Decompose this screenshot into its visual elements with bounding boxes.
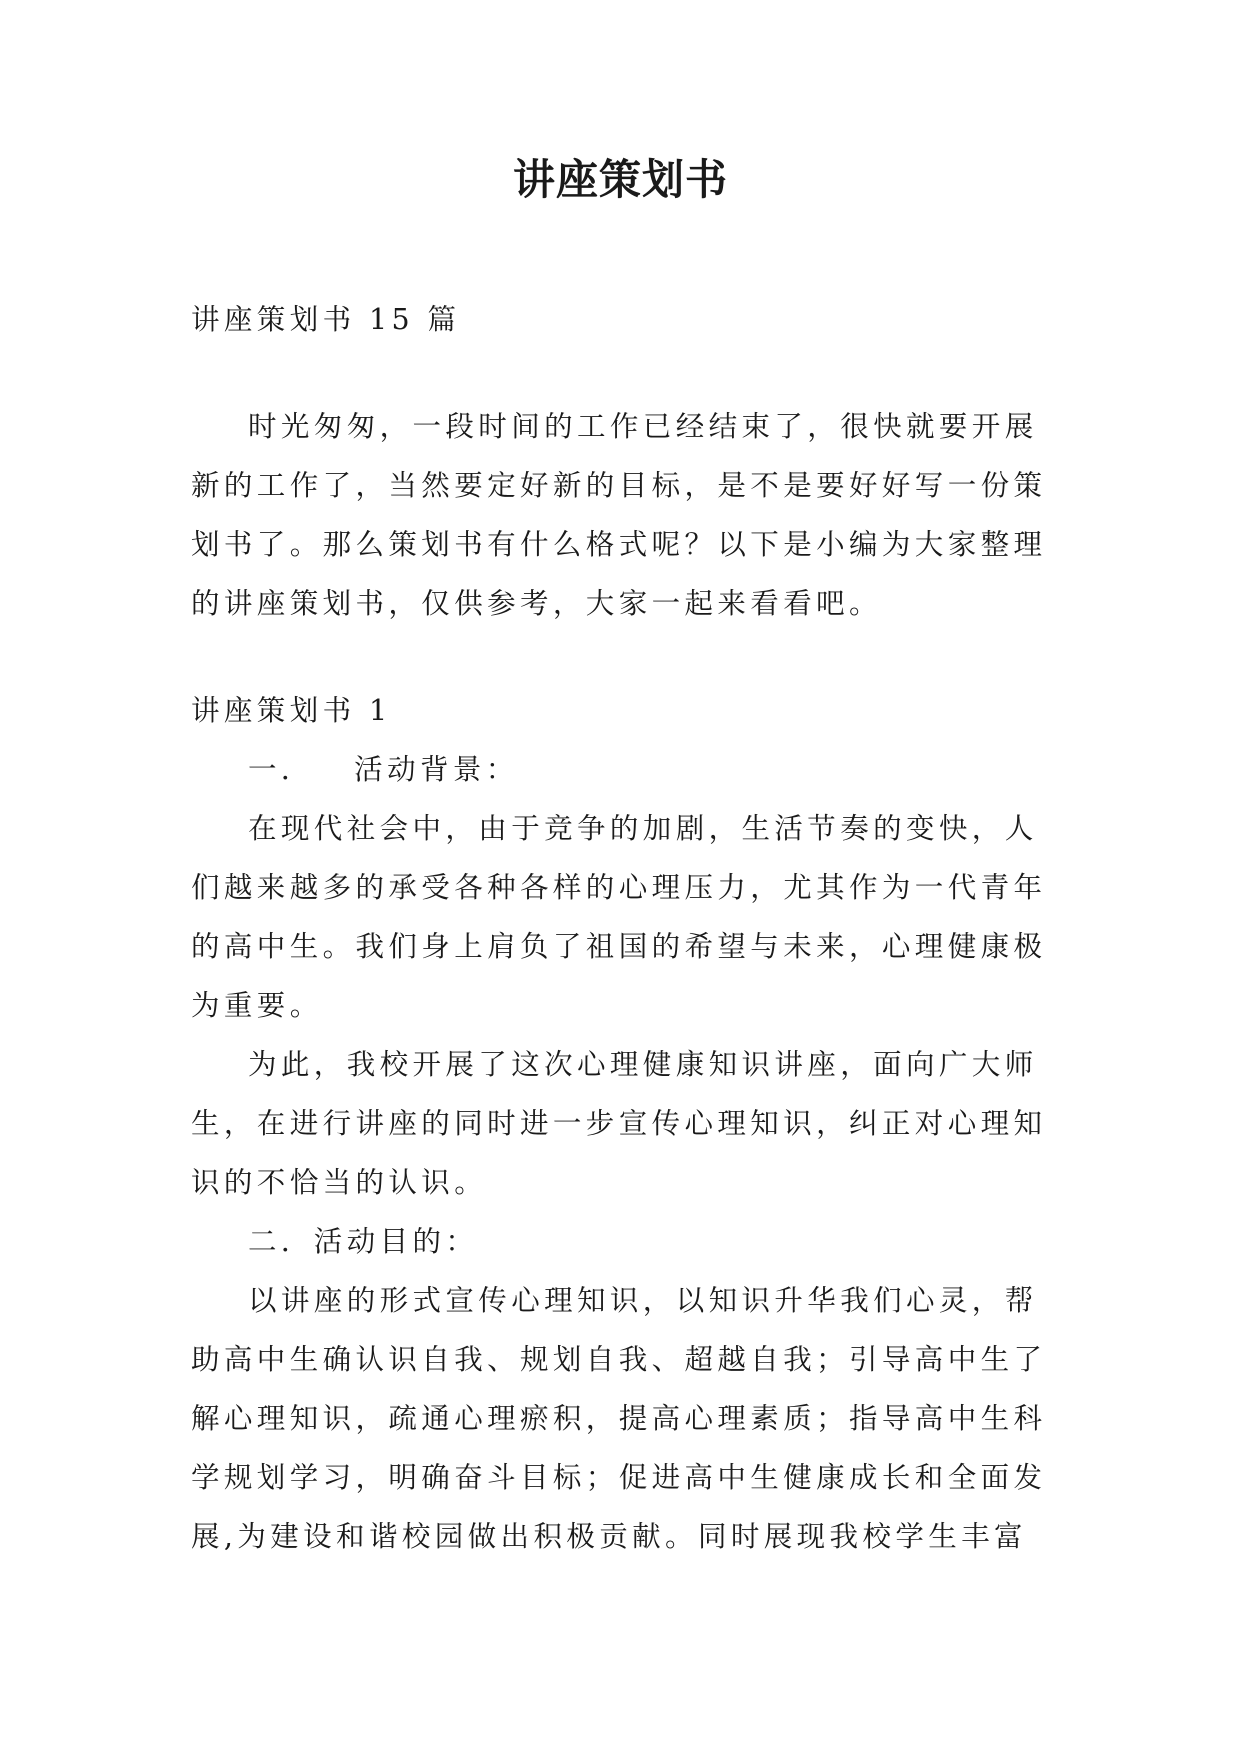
purpose-paragraph-1: 以讲座的形式宣传心理知识，以知识升华我们心灵，帮助高中生确认识自我、规划自我、超越自我；引导高中生了解心理知识，疏通心理瘀积，提高心理素质；指导高中生科学规划学习，明确奋斗目标；促进高中生健康成长和全面发展,为建设和谐校园做出积极贡献。同时展现我校学生丰富 <box>191 1284 1047 1553</box>
purpose-heading: 二．活动目的： <box>248 1225 479 1258</box>
intro-paragraph: 时光匆匆，一段时间的工作已经结束了，很快就要开展新的工作了，当然要定好新的目标，是不是要好好写一份策划书了。那么策划书有什么格式呢？以下是小编为大家整理的讲座策划书，仅供参考，大家一起来看看吧。 <box>191 410 1047 620</box>
background-paragraph-2: 为此，我校开展了这次心理健康知识讲座，面向广大师生，在进行讲座的同时进一步宣传心理知识，纠正对心理知识的不恰当的认识。 <box>191 1048 1047 1199</box>
background-heading: 一． 活动背景： <box>248 753 519 786</box>
background-paragraph-1: 在现代社会中，由于竞争的加剧，生活节奏的变快，人们越来越多的承受各种各样的心理压力，尤其作为一代青年的高中生。我们身上肩负了祖国的希望与未来，心理健康极为重要。 <box>191 812 1047 1022</box>
document-body <box>191 290 1051 1566</box>
document-title: 讲座策划书 <box>512 155 728 204</box>
section-heading: 讲座策划书 1 <box>191 694 392 727</box>
document-subtitle: 讲座策划书 15 篇 <box>191 303 461 336</box>
